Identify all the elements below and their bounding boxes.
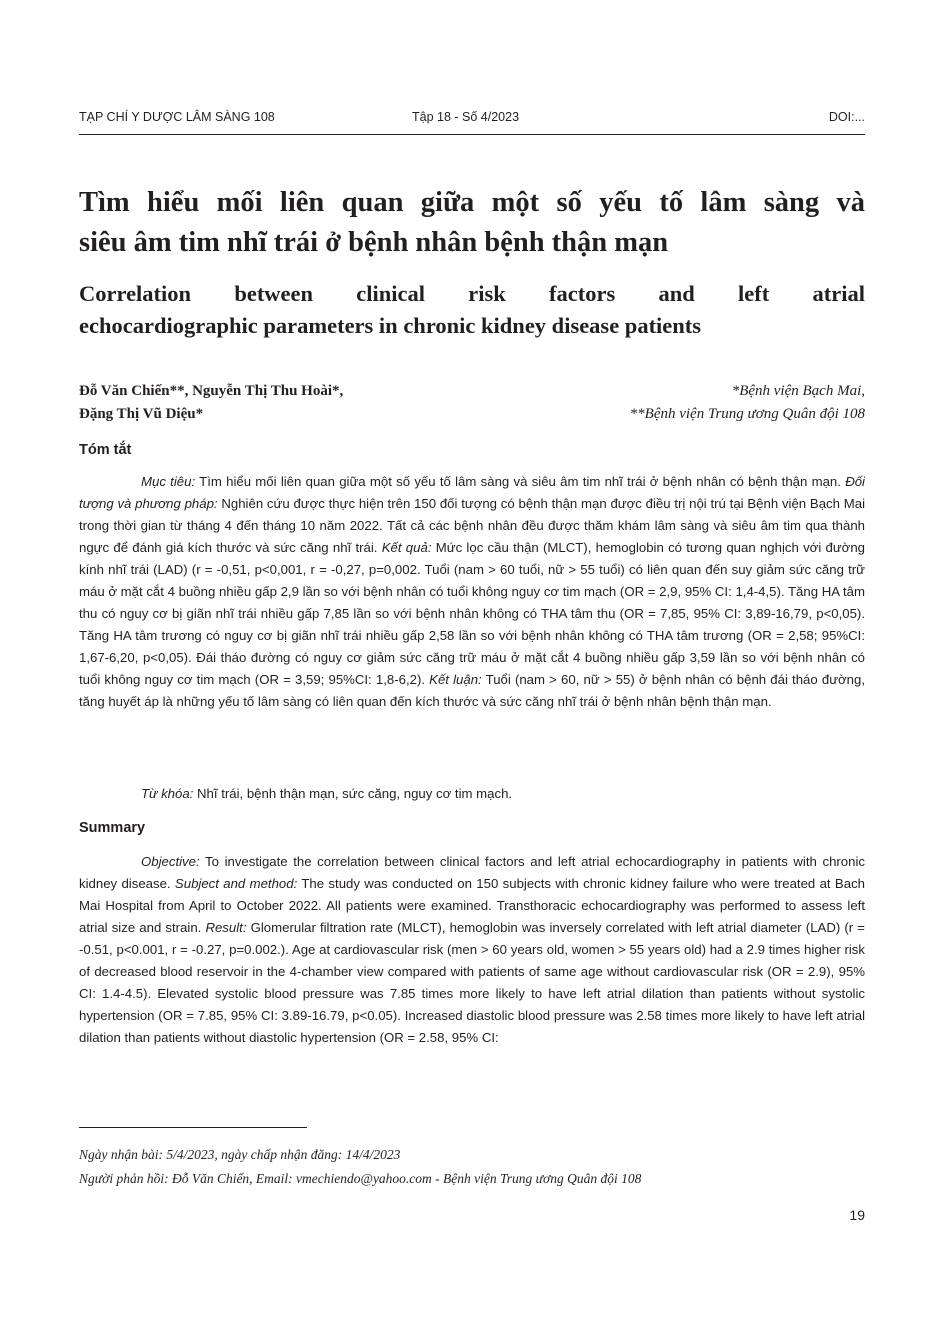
en-result-text: Glomerular filtration rate (MLCT), hemoglobin was inversely correlated with left atrial diameter (LAD) (r = -0.51, p<0.001, r = -0.27, p=0.002.). Age at cardiovascular risk (men > 60 years old, women > 55 years old) had a 2.9 times higher risk of decreased blood reservoir in the 4-chamber view compared with patients of same age without cardiovascular risk (OR = 2.9), 95% CI: 1.4-4.5). Elevated systolic blood pressure was 7.85 times more likely to have left atrial dilation than patients without systolic hypertension (OR = 7.85, 95% CI: 3.89-16.79, p<0.05). Increased diastolic blood pressure was 2.58 times more likely to have left atrial dilation than patients without diastolic hypertension (OR = 2.58, 95% CI: [79, 920, 865, 1045]
en-result-label: Result: [201, 920, 247, 935]
vi-objective-text: Tìm hiểu mối liên quan giữa một số yếu tố lâm sàng và siêu âm tim nhĩ trái ở bệnh nhân có bệnh thận mạn. [195, 474, 841, 489]
en-objective-text: To investigate the correlation between clinical factors and left atrial echocardiography in patients with chronic kidney disease. [79, 854, 865, 891]
header-divider [79, 134, 865, 135]
vi-method-text: Nghiên cứu được thực hiện trên 150 đối tượng có bệnh thận mạn được điều trị nội trú tại Bệnh viện Bạch Mai trong thời gian từ tháng 4 đến tháng 10 năm 2022. Tất cả các bệnh nhân đều được thăm khám lâm sàng và siêu âm tim qua thành ngực để đánh giá kích thước và sức căng nhĩ trái. [79, 496, 865, 555]
footnote-divider [79, 1127, 307, 1128]
title-en-line-1: Correlation between clinical risk factors and left atrial [79, 281, 865, 306]
title-english [79, 278, 865, 342]
authors-line-1: Đỗ Văn Chiến**, Nguyễn Thị Thu Hoài*, [79, 383, 344, 399]
en-method-text: The study was conducted on 150 subjects with chronic kidney failure who were treated at Bach Mai Hospital from April to October 2022. All patients were examined. Transthoracic echocardiography was performed to assess left atrial size and strain. [79, 876, 865, 935]
keywords-vi [79, 783, 865, 805]
journal-name: TẠP CHÍ Y DƯỢC LÂM SÀNG 108 [79, 110, 275, 124]
authors-line-2: Đặng Thị Vũ Diệu* [79, 406, 204, 422]
summary-body [79, 851, 865, 1049]
en-method-label: Subject and method: [170, 876, 298, 891]
vi-conclusion-label: Kết luận: [425, 672, 482, 687]
page-number: 19 [849, 1207, 865, 1223]
vi-result-label: Kết quả: [377, 540, 432, 555]
keywords-text: Nhĩ trái, bệnh thận mạn, sức căng, nguy cơ tim mạch. [193, 786, 513, 801]
footnote-correspondence: Người phản hồi: Đỗ Văn Chiến, Email: vmechiendo@yahoo.com - Bệnh viện Trung ương Quân đội 108 [79, 1171, 642, 1186]
author-list [79, 380, 479, 426]
running-header [79, 110, 865, 130]
footnote-received: Ngày nhận bài: 5/4/2023, ngày chấp nhận đăng: 14/4/2023 [79, 1147, 401, 1162]
title-vi-line-1: Tìm hiểu mối liên quan giữa một số yếu tố lâm sàng và [79, 187, 865, 218]
footnotes [79, 1143, 865, 1191]
title-vietnamese [79, 183, 865, 263]
affiliation-list [465, 380, 865, 426]
affiliation-line-1: *Bệnh viện Bạch Mai, [731, 383, 865, 399]
summary-heading: Summary [79, 820, 146, 836]
affiliation-line-2: **Bệnh viện Trung ương Quân đội 108 [629, 406, 865, 422]
en-objective-label: Objective: [141, 854, 200, 869]
vi-result-text: Mức lọc cầu thận (MLCT), hemoglobin có tương quan nghịch với đường kính nhĩ trái (LAD) (r = -0,51, p<0,001, r = -0,27, p=0,002. Tuổi (nam > 60 tuổi, nữ > 55 tuổi) có liên quan đến suy giảm sức căng trữ máu ở mặt cắt 4 buồng nhiều gấp 2,9 lần so với bệnh nhân có tuổi không nguy cơ tim mạch (OR = 2,9, 95% CI: 1,4-4,5). Tăng HA tâm thu có nguy cơ bị giãn nhĩ trái nhiều gấp 7,85 lần so với bệnh nhân không có THA tâm thu (OR = 7,85, 95% CI: 3,89-16,79, p<0,05). Tăng HA tâm trương có nguy cơ bị giãn nhĩ trái nhiều gấp 2,58 lần so với bệnh nhân không có THA tâm trương (OR = 2,58; 95%CI: 1,67-6,20, p<0,05). Đái tháo đường có nguy cơ giảm sức căng trữ máu ở mặt cắt 4 buồng nhiều gấp 3,59 lần so với bệnh nhân có tuổi không nguy cơ tim mạch (OR = 3,59; 95%CI: 1,8-6,2). [79, 540, 865, 687]
abstract-vi-heading: Tóm tắt [79, 442, 132, 458]
vi-objective-label: Mục tiêu: [141, 474, 196, 489]
title-en-line-2: echocardiographic parameters in chronic kidney disease patients [79, 313, 702, 338]
abstract-vi-body [79, 471, 865, 713]
journal-volume: Tập 18 - Số 4/2023 [412, 110, 520, 124]
vi-method-label: Đối tượng và phương pháp: [79, 474, 865, 511]
doi-label: DOI:... [828, 110, 865, 124]
title-vi-line-2: siêu âm tim nhĩ trái ở bệnh nhân bệnh thận mạn [79, 227, 669, 258]
vi-conclusion-text: Tuổi (nam > 60, nữ > 55) ở bệnh nhân có bệnh đái tháo đường, tăng huyết áp là những yếu tố lâm sàng có liên quan đến kích thước và sức căng nhĩ trái ở bệnh nhân bệnh thận mạn. [79, 672, 866, 709]
keywords-label: Từ khóa: [141, 786, 194, 801]
